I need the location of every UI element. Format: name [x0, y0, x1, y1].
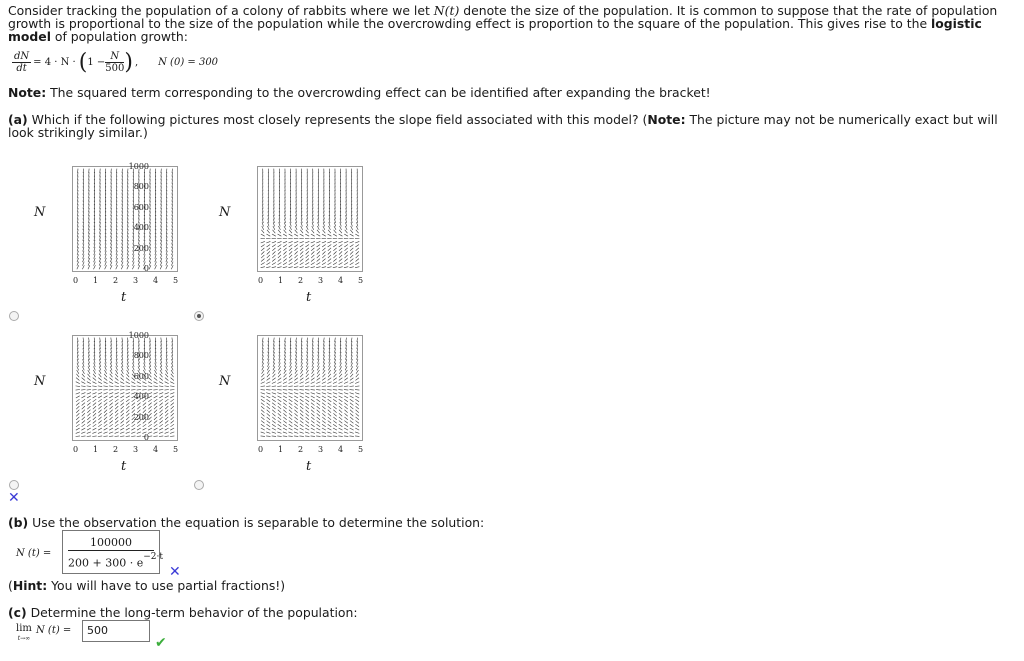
radio-option-d[interactable]: [194, 480, 204, 490]
part-b-answer-field[interactable]: 100000 $200 + 300 \cdot e^{-2\cdot t}$: [62, 530, 160, 574]
y-tick-label: 1000: [128, 162, 149, 171]
y-tick-label: 0: [143, 433, 149, 442]
x-tick-label: 1: [278, 445, 284, 454]
x-tick-label: 4: [338, 445, 344, 454]
y-tick-label: 600: [133, 202, 149, 212]
var-n-of-t: N(t): [433, 3, 460, 18]
x-tick-label: 0: [258, 445, 264, 454]
x-tick-label: 0: [258, 276, 264, 285]
y-tick-label: 200: [133, 412, 149, 422]
x-tick-label: 4: [153, 445, 159, 454]
x-axis-label: t: [121, 290, 127, 305]
note-text: Note: The squared term corresponding to the overcrowding effect can be identified after expanding the bracket!: [8, 85, 711, 100]
y-tick-label: 400: [133, 392, 149, 402]
slope-field-svg: [257, 335, 363, 441]
x-tick-label: 3: [318, 276, 324, 285]
x-tick-label: 2: [298, 445, 304, 454]
x-tick-label: 5: [358, 445, 364, 454]
x-tick-label: 1: [93, 276, 99, 285]
y-axis-label: N: [219, 205, 231, 220]
slope-field-svg: [72, 166, 178, 272]
hint-text: (Hint: You will have to use partial fractions!): [8, 578, 286, 593]
logistic-model-term: logistic model: [8, 16, 982, 44]
y-tick-label: 1000: [128, 331, 149, 340]
x-tick-label: 5: [173, 276, 179, 285]
limit-operator: lim t→∞: [16, 623, 32, 642]
slope-field-svg: [72, 335, 178, 441]
part-b-wrong-icon: ✕: [169, 564, 181, 580]
x-tick-label: 0: [73, 445, 79, 454]
y-axis-label: N: [219, 374, 231, 389]
y-tick-label: 600: [133, 371, 149, 381]
logistic-equation: $\frac{dN}{dt}$ = 4 · N · ( 1 − $\frac{N}{500}$ ) , N (0) = 300: [14, 50, 219, 75]
x-tick-label: 2: [113, 276, 119, 285]
part-c-lhs: N (t) =: [36, 625, 72, 636]
x-tick-label: 4: [153, 276, 159, 285]
y-tick-label: 800: [133, 182, 149, 192]
x-axis-label: t: [121, 459, 127, 474]
problem-intro: Consider tracking the population of a colony of rabbits where we let N(t) denote the size of the population. It is common to suppose that the rate of population growth is proportional to the size of the population while the overcrowding effect is proportion to the square of the population. This gives rise to the logistic model of population growth:: [8, 3, 998, 44]
part-b-question: (b) Use the observation the equation is separable to determine the solution:: [8, 515, 485, 530]
radio-option-b[interactable]: [194, 311, 204, 321]
x-tick-label: 5: [173, 445, 179, 454]
x-axis-label: t: [306, 290, 312, 305]
initial-condition: N (0) = 300: [158, 57, 219, 68]
x-tick-label: 2: [113, 445, 119, 454]
x-tick-label: 3: [133, 445, 139, 454]
y-axis-label: N: [34, 205, 46, 220]
x-axis-label: t: [306, 459, 312, 474]
part-b-lhs: N (t) =: [16, 548, 52, 559]
y-tick-label: 200: [133, 243, 149, 253]
x-tick-label: 5: [358, 276, 364, 285]
part-c-question: (c) Determine the long-term behavior of the population:: [8, 605, 358, 620]
x-tick-label: 2: [298, 276, 304, 285]
y-tick-label: 800: [133, 351, 149, 361]
y-tick-label: 400: [133, 223, 149, 233]
radio-option-a[interactable]: [9, 311, 19, 321]
slope-field-svg: [257, 166, 363, 272]
plot-frame: [73, 167, 178, 272]
y-tick-label: 0: [143, 264, 149, 273]
x-tick-label: 1: [93, 445, 99, 454]
part-c-correct-icon: ✔: [155, 635, 167, 651]
x-tick-label: 0: [73, 276, 79, 285]
part-c-answer-field[interactable]: 500: [82, 620, 150, 642]
x-tick-label: 1: [278, 276, 284, 285]
x-tick-label: 3: [318, 445, 324, 454]
radio-option-c[interactable]: [9, 480, 19, 490]
x-tick-label: 3: [133, 276, 139, 285]
part-a-question: (a) Which if the following pictures most closely represents the slope field associated with this model? (Note: The picture may not be numerically exact but will look strikingly similar.): [8, 112, 998, 140]
y-axis-label: N: [34, 374, 46, 389]
part-a-wrong-icon: ✕: [8, 490, 20, 506]
x-tick-label: 4: [338, 276, 344, 285]
